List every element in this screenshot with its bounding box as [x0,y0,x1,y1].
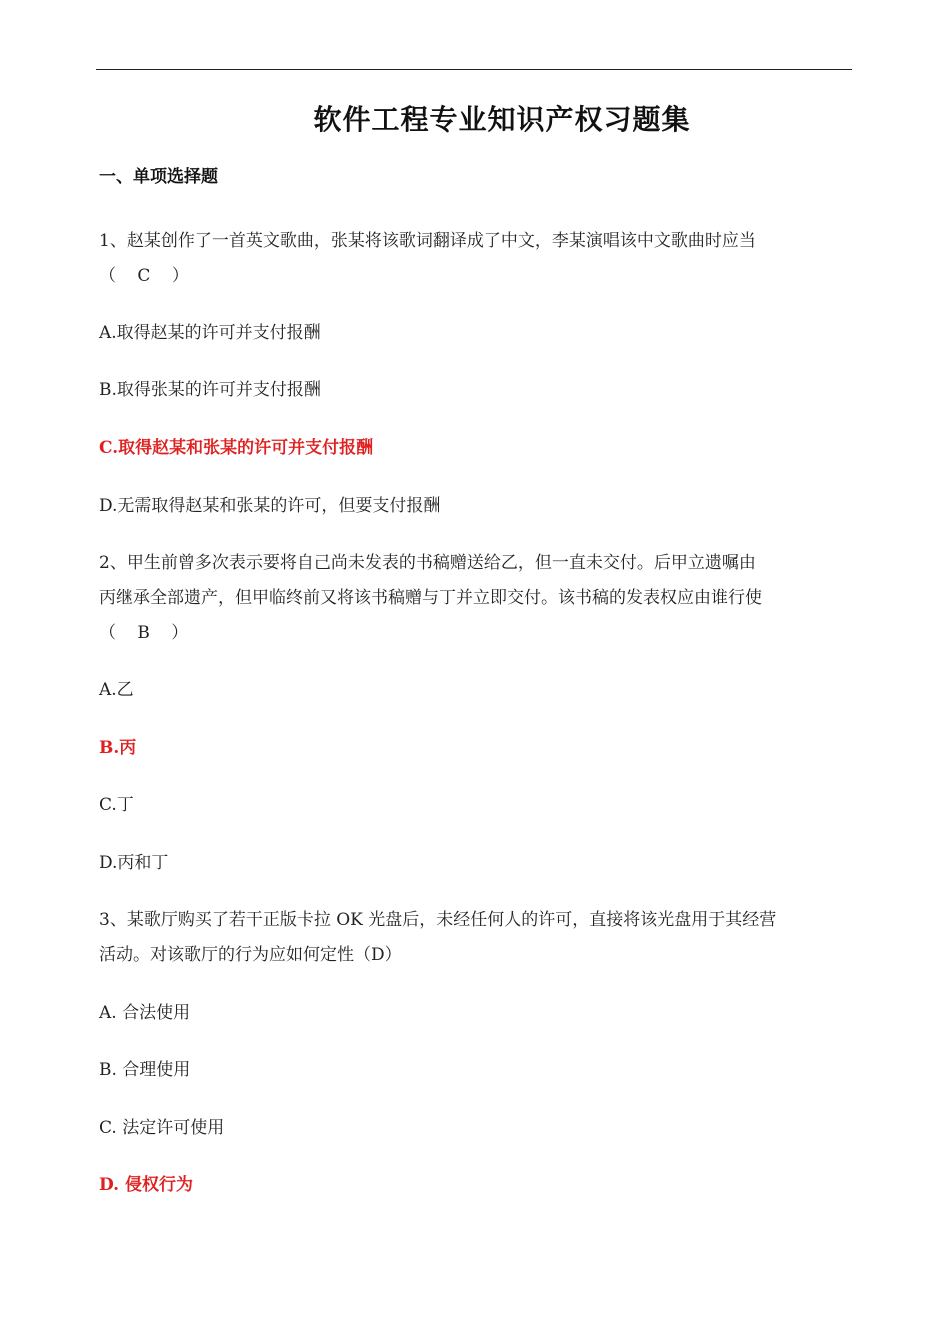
question-1-answer-blank: （ C ） [99,266,197,286]
section-heading: 一、单项选择题 [99,167,218,187]
question-3-stem-line-2: 活动。对该歌厅的行为应如何定性（D） [99,945,402,965]
question-3-option-c: C. 法定许可使用 [99,1118,225,1138]
document-title: 软件工程专业知识产权习题集 [313,103,691,136]
question-2-stem-line-1: 2、甲生前曾多次表示要将自己尚未发表的书稿赠送给乙，但一直未交付。后甲立遗嘱由 [99,553,756,573]
question-2-option-b-correct: B.丙 [99,738,137,758]
question-2-option-c: C.丁 [99,795,134,815]
question-1-option-a: A.取得赵某的许可并支付报酬 [99,323,321,343]
question-1-stem-line-1: 1、赵某创作了一首英文歌曲，张某将该歌词翻译成了中文，李某演唱该中文歌曲时应当 [99,231,756,251]
question-3-stem-line-1: 3、某歌厅购买了若干正版卡拉 OK 光盘后，未经任何人的许可，直接将该光盘用于其经营 [99,910,777,930]
question-2-answer-blank: （ B ） [99,623,197,643]
question-1-option-b: B.取得张某的许可并支付报酬 [99,380,321,400]
question-1-option-c-correct: C.取得赵某和张某的许可并支付报酬 [99,438,374,458]
question-2-option-a: A.乙 [99,680,134,700]
question-3-option-b: B. 合理使用 [99,1060,191,1080]
question-2-stem-line-2: 丙继承全部遗产，但甲临终前又将该书稿赠与丁并立即交付。该书稿的发表权应由谁行使 [99,588,762,608]
header-rule [96,69,852,70]
question-2-option-d: D.丙和丁 [99,853,169,873]
question-1-option-d: D.无需取得赵某和张某的许可，但要支付报酬 [99,496,441,516]
question-3-option-d-correct: D. 侵权行为 [99,1175,193,1195]
question-3-option-a: A. 合法使用 [99,1003,191,1023]
